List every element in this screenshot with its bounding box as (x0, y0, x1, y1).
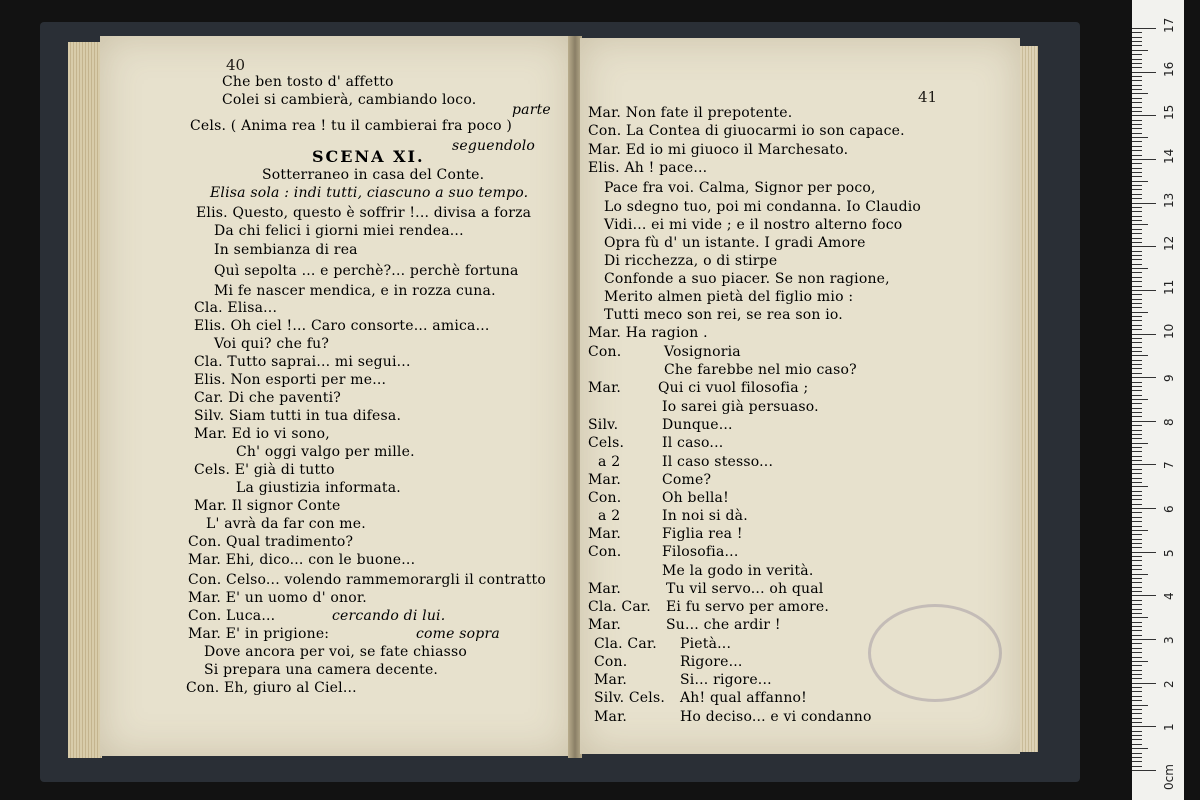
ruler-tick (1132, 50, 1148, 51)
ruler-tick (1132, 748, 1148, 749)
ruler-tick (1132, 722, 1142, 723)
ruler-tick (1132, 299, 1142, 300)
speaker-label: Mar. (588, 472, 622, 488)
ruler-tick (1132, 753, 1142, 754)
speaker-label: Mar. (588, 526, 622, 542)
ruler-tick (1132, 639, 1156, 640)
ruler-label: 5 (1162, 549, 1176, 557)
ruler-tick (1132, 504, 1142, 505)
text-line: Che ben tosto d' affetto (222, 74, 394, 90)
text-line: Ho deciso... e vi condanno (680, 709, 872, 725)
text-line: Con. Eh, giuro al Ciel... (186, 680, 357, 696)
ruler-tick (1132, 408, 1142, 409)
ruler-tick (1132, 770, 1156, 771)
ruler-tick (1132, 587, 1142, 588)
ruler-tick (1132, 216, 1142, 217)
ruler-tick (1132, 403, 1142, 404)
ruler-tick (1132, 368, 1142, 369)
text-line: Elis. Ah ! pace... (588, 160, 708, 176)
ruler-tick (1132, 460, 1142, 461)
text-line: In noi si dà. (662, 508, 748, 524)
ruler-tick (1132, 713, 1142, 714)
ruler-tick (1132, 85, 1142, 86)
text-line: Me la godo in verità. (662, 563, 814, 579)
speaker-label: Con. (588, 490, 622, 506)
text-line: Come? (662, 472, 712, 488)
ruler-tick (1132, 661, 1148, 662)
ruler-tick (1132, 687, 1142, 688)
speaker-label: Con. (588, 344, 622, 360)
ruler-tick (1132, 141, 1142, 142)
ruler-tick (1132, 626, 1142, 627)
ruler-tick (1132, 194, 1142, 195)
ruler-tick (1132, 268, 1148, 269)
ruler-tick (1132, 290, 1156, 291)
text-line: Tutti meco son rei, se rea son io. (604, 307, 843, 323)
ruler-tick (1132, 434, 1142, 435)
ruler-label: 2 (1162, 680, 1176, 688)
ruler-tick (1132, 277, 1142, 278)
ruler-tick (1132, 726, 1156, 727)
stage-direction: parte (512, 102, 551, 118)
ruler-label: 8 (1162, 418, 1176, 426)
ruler-tick (1132, 364, 1142, 365)
ruler-tick (1132, 451, 1142, 452)
text-line: Il caso stesso... (662, 454, 774, 470)
text-line: Mar. Ha ragion . (588, 325, 708, 341)
ruler-tick (1132, 41, 1142, 42)
speaker-label: Mar. (588, 617, 622, 633)
stage-direction: Elisa sola : indi tutti, ciascuno a suo tempo. (210, 185, 529, 201)
ruler-tick (1132, 705, 1148, 706)
text-line: Ch' oggi valgo per mille. (236, 444, 415, 460)
ruler-tick (1132, 495, 1142, 496)
ruler-label: 1 (1162, 723, 1176, 732)
ruler-tick (1132, 560, 1142, 561)
stage-direction: cercando di lui. (332, 608, 446, 624)
ruler-tick (1132, 329, 1142, 330)
measurement-ruler (1132, 0, 1184, 800)
ruler-tick (1132, 80, 1142, 81)
ruler-tick (1132, 172, 1142, 173)
text-line: Mar. E' un uomo d' onor. (188, 590, 367, 606)
ruler-tick (1132, 382, 1142, 383)
text-line: Mar. Ed io vi sono, (194, 426, 330, 442)
speaker-label: Silv. Cels. (594, 690, 666, 706)
ruler-label: 3 (1162, 636, 1176, 645)
ruler-tick (1132, 744, 1142, 745)
ruler-tick (1132, 478, 1142, 479)
ruler-tick (1132, 294, 1142, 295)
text-line: Da chi felici i giorni miei rendea... (214, 223, 464, 239)
page-number: 41 (918, 88, 938, 106)
ruler-tick (1132, 591, 1142, 592)
ruler-tick (1132, 347, 1142, 348)
ruler-label: 10 (1162, 323, 1176, 339)
ruler-label: 4 (1162, 592, 1176, 601)
ruler-tick (1132, 67, 1142, 68)
ruler-tick (1132, 264, 1142, 265)
text-line: Ah! qual affanno! (680, 690, 808, 706)
ruler-tick (1132, 447, 1142, 448)
ruler-tick (1132, 665, 1142, 666)
ruler-tick (1132, 351, 1142, 352)
ruler-tick (1132, 552, 1156, 553)
ruler-tick (1132, 163, 1142, 164)
ruler-tick (1132, 578, 1142, 579)
text-line: Dunque... (662, 417, 733, 433)
ruler-tick (1132, 360, 1142, 361)
ruler-tick (1132, 491, 1142, 492)
text-line: Qui ci vuol filosofia ; (658, 380, 809, 396)
ruler-tick (1132, 54, 1142, 55)
ruler-tick (1132, 739, 1142, 740)
ruler-tick (1132, 534, 1142, 535)
text-line: Vosignoria (664, 344, 741, 360)
scene-heading: SCENA XI. (312, 147, 425, 166)
ruler-tick (1132, 229, 1142, 230)
ruler-tick (1132, 648, 1142, 649)
speaker-label: Cla. Car. (588, 599, 651, 615)
speaker-label: Con. (594, 654, 628, 670)
ruler-label: 6 (1162, 505, 1176, 514)
text-line: Pace fra voi. Calma, Signor per poco, (604, 180, 876, 196)
speaker-label: Mar. (594, 709, 628, 725)
page-number: 40 (226, 56, 246, 74)
text-line: Con. Qual tradimento? (188, 534, 354, 550)
text-line: Dove ancora per voi, se fate chiasso (204, 644, 468, 660)
ruler-tick (1132, 482, 1142, 483)
ruler-tick (1132, 530, 1148, 531)
ruler-tick (1132, 412, 1142, 413)
ruler-tick (1132, 111, 1142, 112)
text-line: Si... rigore... (680, 672, 772, 688)
ruler-tick (1132, 203, 1156, 204)
ruler-tick (1132, 189, 1142, 190)
ruler-label: 11 (1162, 279, 1176, 295)
ruler-tick (1132, 159, 1156, 160)
text-line: Elis. Non esporti per me... (194, 372, 387, 388)
scene-location: Sotterraneo in casa del Conte. (262, 167, 485, 183)
ruler-tick (1132, 76, 1142, 77)
text-line: Ei fu servo per amore. (666, 599, 830, 615)
text-line: Cla. Elisa... (194, 300, 278, 316)
ruler-tick (1132, 421, 1156, 422)
ruler-tick (1132, 150, 1142, 151)
text-line: L' avrà da far con me. (206, 516, 366, 532)
text-line: Mar. Ed io mi giuoco il Marchesato. (588, 142, 849, 158)
ruler-tick (1132, 316, 1142, 317)
text-line: Con. Luca... (188, 608, 276, 624)
ruler-tick (1132, 28, 1156, 29)
ruler-tick (1132, 657, 1142, 658)
ruler-tick (1132, 613, 1142, 614)
ruler-tick (1132, 443, 1148, 444)
text-line: Con. Celso... volendo rammemorargli il contratto (188, 572, 546, 588)
text-line: Di ricchezza, o di stirpe (604, 253, 778, 269)
ruler-tick (1132, 569, 1142, 570)
ruler-tick (1132, 652, 1142, 653)
text-line: Colei si cambierà, cambiando loco. (222, 92, 477, 108)
text-line: Quì sepolta ... e perchè?... perchè fortuna (214, 263, 519, 279)
text-line: Mar. Ehi, dico... con le buone... (188, 552, 416, 568)
ruler-tick (1132, 430, 1142, 431)
ruler-tick (1132, 155, 1142, 156)
ruler-tick (1132, 521, 1142, 522)
text-line: Con. La Contea di giuocarmi io son capace. (588, 123, 905, 139)
ruler-tick (1132, 37, 1142, 38)
ruler-tick (1132, 207, 1142, 208)
ruler-tick (1132, 604, 1142, 605)
ruler-tick (1132, 334, 1156, 335)
ruler-tick (1132, 718, 1142, 719)
ruler-tick (1132, 124, 1142, 125)
ruler-tick (1132, 185, 1142, 186)
text-line: Rigore... (680, 654, 743, 670)
ruler-tick (1132, 220, 1142, 221)
ruler-tick (1132, 59, 1142, 60)
text-line: Confonde a suo piacer. Se non ragione, (604, 271, 890, 287)
ruler-tick (1132, 342, 1142, 343)
ruler-tick (1132, 456, 1142, 457)
ruler-tick (1132, 539, 1142, 540)
ruler-tick (1132, 386, 1142, 387)
ruler-tick (1132, 303, 1142, 304)
text-line: Filosofia... (662, 544, 739, 560)
ruler-tick (1132, 72, 1156, 73)
text-line: Mar. E' in prigione: (188, 626, 330, 642)
text-line: Mar. Il signor Conte (194, 498, 341, 514)
ruler-tick (1132, 486, 1148, 487)
ruler-tick (1132, 678, 1142, 679)
ruler-label: 0cm (1162, 764, 1176, 790)
speaker-label: Mar. (588, 581, 622, 597)
ruler-tick (1132, 761, 1142, 762)
ruler-tick (1132, 574, 1148, 575)
ruler-tick (1132, 622, 1142, 623)
text-line: Cels. E' già di tutto (194, 462, 335, 478)
ruler-tick (1132, 246, 1156, 247)
text-line: Si prepara una camera decente. (204, 662, 439, 678)
speaker-label: Silv. (588, 417, 619, 433)
ruler-tick (1132, 89, 1142, 90)
text-line: Oh bella! (662, 490, 729, 506)
ruler-tick (1132, 107, 1142, 108)
ruler-tick (1132, 757, 1142, 758)
speaker-label: Mar. (588, 380, 622, 396)
ruler-tick (1132, 128, 1142, 129)
ruler-tick (1132, 425, 1142, 426)
text-line: Opra fù d' un istante. I gradi Amore (604, 235, 866, 251)
ruler-label: 17 (1162, 17, 1176, 33)
ruler-tick (1132, 691, 1142, 692)
ruler-tick (1132, 635, 1142, 636)
ruler-tick (1132, 438, 1142, 439)
text-line: Su... che ardir ! (666, 617, 781, 633)
ruler-tick (1132, 670, 1142, 671)
text-line: Il caso... (662, 435, 724, 451)
ruler-tick (1132, 766, 1142, 767)
ruler-tick (1132, 674, 1142, 675)
text-line: La giustizia informata. (236, 480, 401, 496)
ruler-tick (1132, 251, 1142, 252)
ruler-tick (1132, 543, 1142, 544)
stage-direction: seguendolo (452, 138, 536, 154)
ruler-tick (1132, 102, 1142, 103)
text-line: Pietà... (680, 636, 732, 652)
text-line: Mi fe nascer mendica, e in rozza cuna. (214, 283, 496, 299)
ruler-tick (1132, 556, 1142, 557)
ruler-tick (1132, 399, 1148, 400)
ruler-tick (1132, 307, 1142, 308)
text-line: Elis. Oh ciel !... Caro consorte... amica... (194, 318, 490, 334)
text-line: Voi qui? che fu? (214, 336, 330, 352)
ruler-tick (1132, 320, 1142, 321)
ruler-tick (1132, 547, 1142, 548)
ruler-tick (1132, 286, 1142, 287)
text-line: Cla. Tutto saprai... mi segui... (194, 354, 411, 370)
ruler-tick (1132, 93, 1148, 94)
ruler-tick (1132, 390, 1142, 391)
ruler-tick (1132, 373, 1142, 374)
ruler-label: 7 (1162, 461, 1176, 470)
ruler-tick (1132, 683, 1156, 684)
speaker-label: Cla. Car. (594, 636, 657, 652)
ruler-tick (1132, 146, 1142, 147)
ruler-tick (1132, 709, 1142, 710)
stage-direction: come sopra (416, 626, 500, 642)
text-line: Io sarei già persuaso. (662, 399, 819, 415)
ruler-tick (1132, 238, 1142, 239)
ruler-tick (1132, 609, 1142, 610)
text-line: Mar. Non fate il prepotente. (588, 105, 793, 121)
ruler-tick (1132, 115, 1156, 116)
ruler-tick (1132, 508, 1156, 509)
ruler-tick (1132, 700, 1142, 701)
speaker-label: Cels. (588, 435, 625, 451)
speaker-label: Mar. (594, 672, 628, 688)
ruler-tick (1132, 617, 1148, 618)
ruler-tick (1132, 355, 1148, 356)
ruler-tick (1132, 582, 1142, 583)
ruler-tick (1132, 517, 1142, 518)
ruler-tick (1132, 168, 1142, 169)
ruler-tick (1132, 595, 1156, 596)
text-line: Silv. Siam tutti in tua difesa. (194, 408, 402, 424)
page-edges-right (1020, 46, 1038, 752)
ruler-tick (1132, 565, 1142, 566)
text-line: Merito almen pietà del figlio mio : (604, 289, 854, 305)
ruler-tick (1132, 120, 1142, 121)
ruler-tick (1132, 176, 1142, 177)
ruler-label: 15 (1162, 105, 1176, 121)
text-line: Lo sdegno tuo, poi mi condanna. Io Claudio (604, 199, 922, 215)
text-line: Figlia rea ! (662, 526, 743, 542)
ruler-tick (1132, 377, 1156, 378)
ruler-tick (1132, 198, 1142, 199)
ruler-tick (1132, 98, 1142, 99)
speaker-label: Con. (588, 544, 622, 560)
library-stamp (868, 604, 1002, 702)
ruler-tick (1132, 63, 1142, 64)
ruler-tick (1132, 735, 1142, 736)
ruler-tick (1132, 469, 1142, 470)
ruler-tick (1132, 643, 1142, 644)
ruler-tick (1132, 312, 1148, 313)
ruler-tick (1132, 464, 1156, 465)
text-line: Vidi... ei mi vide ; e il nostro alterno foco (604, 217, 903, 233)
ruler-tick (1132, 281, 1142, 282)
ruler-tick (1132, 499, 1142, 500)
text-line: Car. Di che paventi? (194, 390, 341, 406)
ruler-tick (1132, 32, 1142, 33)
ruler-tick (1132, 512, 1142, 513)
speaker-label: a 2 (598, 508, 621, 524)
ruler-tick (1132, 133, 1142, 134)
ruler-tick (1132, 338, 1142, 339)
ruler-tick (1132, 45, 1142, 46)
speaker-label: a 2 (598, 454, 621, 470)
ruler-label: 12 (1162, 235, 1176, 252)
ruler-label: 9 (1162, 374, 1176, 383)
ruler-label: 13 (1162, 192, 1176, 208)
text-line: Cels. ( Anima rea ! tu il cambierai fra poco ) (190, 118, 513, 134)
ruler-tick (1132, 137, 1148, 138)
ruler-tick (1132, 416, 1142, 417)
ruler-tick (1132, 272, 1142, 273)
ruler-tick (1132, 211, 1142, 212)
ruler-tick (1132, 181, 1148, 182)
ruler-tick (1132, 630, 1142, 631)
ruler-tick (1132, 600, 1142, 601)
ruler-tick (1132, 242, 1142, 243)
ruler-label: 16 (1162, 61, 1176, 77)
ruler-tick (1132, 255, 1142, 256)
ruler-tick (1132, 325, 1142, 326)
ruler-tick (1132, 473, 1142, 474)
text-line: Tu vil servo... oh qual (666, 581, 824, 597)
text-line: In sembianza di rea (214, 242, 358, 258)
ruler-tick (1132, 224, 1148, 225)
text-line: Elis. Questo, questo è soffrir !... divisa a forza (196, 205, 532, 221)
ruler-tick (1132, 259, 1142, 260)
page-edges-left (68, 42, 102, 758)
ruler-label: 14 (1162, 148, 1176, 164)
ruler-tick (1132, 526, 1142, 527)
ruler-tick (1132, 233, 1142, 234)
text-line: Che farebbe nel mio caso? (664, 362, 857, 378)
ruler-tick (1132, 696, 1142, 697)
ruler-tick (1132, 731, 1142, 732)
ruler-tick (1132, 395, 1142, 396)
